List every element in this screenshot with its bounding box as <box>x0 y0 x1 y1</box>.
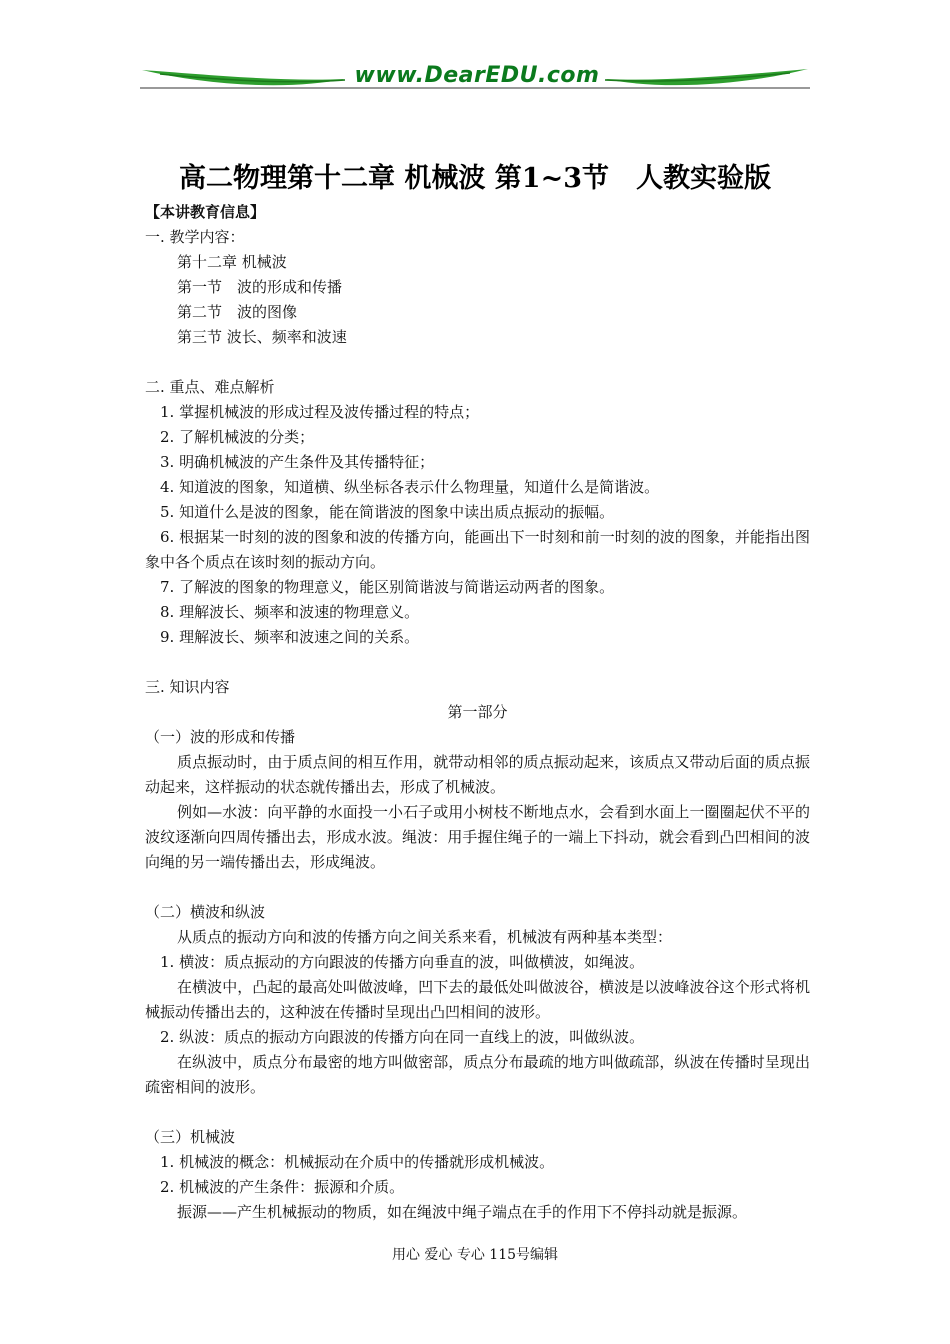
section-title: （二）横波和纵波 <box>145 903 266 921</box>
paragraph: 例如—水波：向平静的水面投一小石子或用小树枝不断地点水，会看到水面上一圈圈起伏不平的波纹逐渐向四周传播出去，形成水波。绳波：用手握住绳子的一端上下抖动，就会看到凸凹相间的波向绳的另一端传播出去，形成绳波。 <box>145 803 810 871</box>
section-title: （三）机械波 <box>145 1128 236 1146</box>
paragraph: 在横波中，凸起的最高处叫做波峰，凹下去的最低处叫做波谷，横波是以波峰波谷这个形式将机械振动传播出去的，这种波在传播时呈现出凸凹相间的波形。 <box>145 978 810 1021</box>
list-item: 4. 知道波的图象，知道横、纵坐标各表示什么物理量，知道什么是简谐波。 <box>160 478 660 496</box>
paragraph: 1. 机械波的概念：机械振动在介质中的传播就形成机械波。 <box>160 1153 555 1171</box>
section-title: （一）波的形成和传播 <box>145 728 296 746</box>
list-item: 6. 根据某一时刻的波的图象和波的传播方向，能画出下一时刻和前一时刻的波的图象，并能指出图象中各个质点在该时刻的振动方向。 <box>145 528 810 571</box>
list-item: 第三节 波长、频率和波速 <box>177 328 347 346</box>
list-item: 2. 了解机械波的分类； <box>160 428 315 446</box>
brand-logo-text: www.DearEDU.com <box>354 63 600 88</box>
list-item: 1. 掌握机械波的形成过程及波传播过程的特点； <box>160 403 480 421</box>
list-item: 7. 了解波的图象的物理意义，能区别简谐波与简谐运动两者的图象。 <box>160 578 615 596</box>
list-item: 8. 理解波长、频率和波速的物理意义。 <box>160 603 420 621</box>
paragraph: 在纵波中，质点分布最密的地方叫做密部，质点分布最疏的地方叫做疏部，纵波在传播时呈现出疏密相间的波形。 <box>145 1053 810 1096</box>
paragraph: 2. 机械波的产生条件：振源和介质。 <box>160 1178 405 1196</box>
list-item: 第二节 波的图像 <box>177 303 298 321</box>
list-item: 第十二章 机械波 <box>177 253 287 271</box>
list-item: 5. 知道什么是波的图象，能在简谐波的图象中读出质点振动的振幅。 <box>160 503 615 521</box>
paragraph: 从质点的振动方向和波的传播方向之间关系来看，机械波有两种基本类型： <box>177 928 673 946</box>
list-item: 9. 理解波长、频率和波速之间的关系。 <box>160 628 420 646</box>
list-item: 第一节 波的形成和传播 <box>177 278 343 296</box>
part1-heading: 一. 教学内容： <box>145 228 245 246</box>
section-info-heading: 【本讲教育信息】 <box>145 203 266 221</box>
part3-heading: 三. 知识内容 <box>145 678 230 696</box>
paragraph: 质点振动时，由于质点间的相互作用，就带动相邻的质点振动起来，该质点又带动后面的质点振动起来，这样振动的状态就传播出去，形成了机械波。 <box>145 753 810 796</box>
page-footer: 用心 爱心 专心 115号编辑 <box>391 1247 559 1263</box>
paragraph: 振源——产生机械振动的物质，如在绳波中绳子端点在手的作用下不停抖动就是振源。 <box>177 1203 748 1221</box>
part2-heading: 二. 重点、难点解析 <box>145 378 275 396</box>
list-item: 3. 明确机械波的产生条件及其传播特征； <box>160 453 435 471</box>
document-body <box>145 200 810 1225</box>
part3-subheading: 第一部分 <box>447 703 508 721</box>
paragraph: 1. 横波：质点振动的方向跟波的传播方向垂直的波，叫做横波，如绳波。 <box>160 953 645 971</box>
paragraph: 2. 纵波：质点的振动方向跟波的传播方向在同一直线上的波，叫做纵波。 <box>160 1028 645 1046</box>
page-title: 高二物理第十二章 机械波 第1~3节 人教实验版 <box>179 163 771 194</box>
